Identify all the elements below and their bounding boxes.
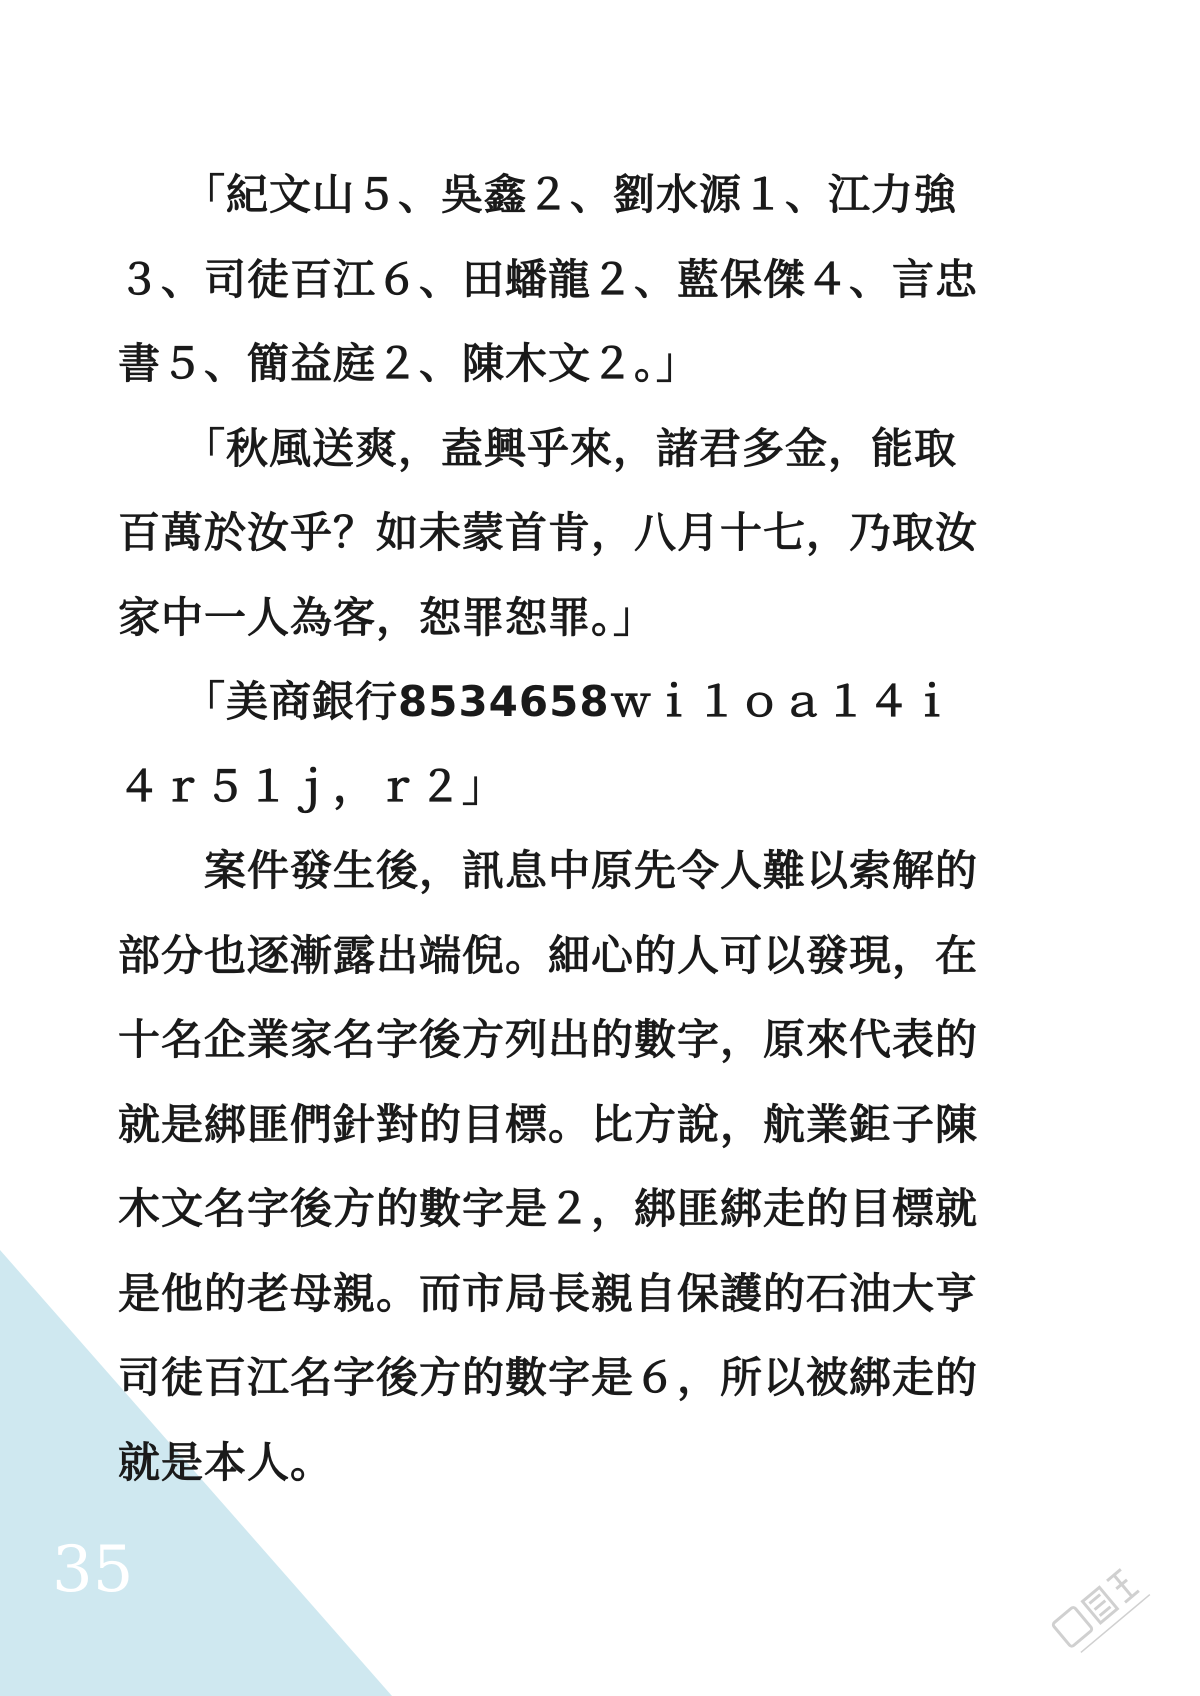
text-line: 十名企業家名字後方列出的數字，原來代表的 — [118, 1015, 979, 1064]
page-number: 35 — [52, 1533, 134, 1607]
text-line: ３、司徒百江６、田蟠龍２、藍保傑４、言忠 — [118, 254, 979, 304]
text-line: 「美商銀行8534658ｗｉ１ｏａ１４ｉ — [118, 677, 954, 726]
text-line: 木文名字後方的數字是２，綁匪綁走的目標就 — [118, 1184, 979, 1233]
text-line: 「秋風送爽，盍興乎來，諸君多金，能取 — [118, 423, 958, 473]
text-line: 部分也逐漸露出端倪。細心的人可以發現，在 — [118, 930, 979, 980]
text-line: 就是本人。 — [118, 1437, 334, 1487]
text-line: 就是綁匪們針對的目標。比方說，航業鉅子陳 — [118, 1099, 979, 1149]
text-line: 家中一人為客，恕罪恕罪。」 — [118, 592, 657, 642]
text-line: ４ｒ５１ｊ，ｒ２」 — [118, 761, 506, 811]
text-line: 案件發生後，訊息中原先令人難以索解的 — [118, 846, 979, 895]
text-line: 司徒百江名字後方的數字是６，所以被綁走的 — [118, 1353, 979, 1402]
text-line: 是他的老母親。而市局長親自保護的石油大亨 — [118, 1268, 979, 1318]
text-line: 書５、簡益庭２、陳木文２。」 — [118, 339, 700, 388]
body-text — [118, 153, 1083, 1505]
text-line: 「紀文山５、吳鑫２、劉水源１、江力強 — [118, 170, 958, 219]
text-line: 百萬於汝乎？如未蒙首肯，八月十七，乃取汝 — [118, 508, 979, 557]
watermark-logo — [1042, 1546, 1162, 1666]
